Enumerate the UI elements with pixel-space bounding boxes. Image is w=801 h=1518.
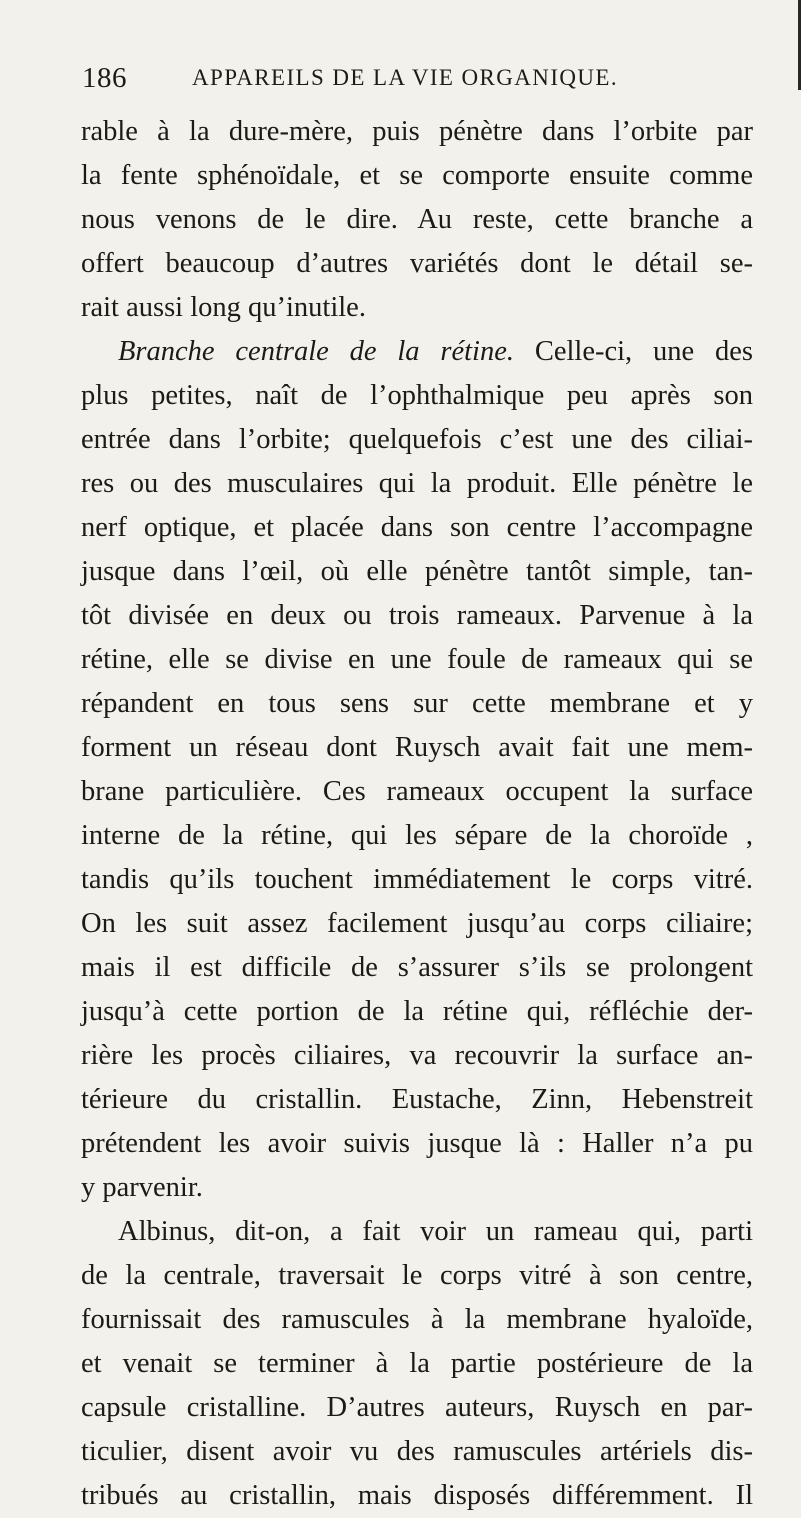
text-line-27: de la centrale, traversait le corps vitré à son centre, <box>81 1260 753 1291</box>
text-line-18: tandis qu’ils touchent immédiatement le corps vitré. <box>81 864 753 895</box>
text-line-25: y parvenir. <box>81 1172 203 1203</box>
text-line-22: rière les procès ciliaires, va recouvrir la surface an- <box>81 1040 753 1071</box>
text-line-14: répandent en tous sens sur cette membrane et y <box>81 688 753 719</box>
text-line-10: nerf optique, et placée dans son centre l’accompagne <box>81 512 753 543</box>
text-line-2: la fente sphénoïdale, et se comporte ensuite comme <box>81 160 753 191</box>
text-line-16: brane particulière. Ces rameaux occupent la surface <box>81 776 753 807</box>
text-line-7: plus petites, naît de l’ophthalmique peu après son <box>81 380 753 411</box>
text-line-17: interne de la rétine, qui les sépare de la choroïde , <box>81 820 753 851</box>
text-line-9: res ou des musculaires qui la produit. Elle pénètre le <box>81 468 753 499</box>
text-line-5: rait aussi long qu’inutile. <box>81 292 366 323</box>
text-line-31: ticulier, disent avoir vu des ramuscules artériels dis- <box>81 1436 753 1467</box>
text-line-19: On les suit assez facilement jusqu’au corps ciliaire; <box>81 908 753 939</box>
page-number: 186 <box>82 62 127 94</box>
text-line-4: offert beaucoup d’autres variétés dont le détail se- <box>81 248 753 279</box>
text-line-23: térieure du cristallin. Eustache, Zinn, Hebenstreit <box>81 1084 753 1115</box>
text-line-11: jusque dans l’œil, où elle pénètre tantôt simple, tan- <box>81 556 753 587</box>
text-line-6 <box>81 330 753 374</box>
text-line-24: prétendent les avoir suivis jusque là : Haller n’a pu <box>81 1128 753 1159</box>
text-line-6-tail: Celle-ci, une des <box>513 336 753 367</box>
text-line-28: fournissait des ramuscules à la membrane hyaloïde, <box>81 1304 753 1335</box>
text-line-29: et venait se terminer à la partie postérieure de la <box>81 1348 753 1379</box>
text-line-3: nous venons de le dire. Au reste, cette branche a <box>81 204 753 235</box>
page-header <box>82 62 751 96</box>
text-line-1: rable à la dure-mère, puis pénètre dans l’orbite par <box>81 116 753 147</box>
text-line-12: tôt divisée en deux ou trois rameaux. Parvenue à la <box>81 600 753 631</box>
section-heading: Branche centrale de la rétine. <box>118 336 514 367</box>
running-title: APPAREILS DE LA VIE ORGANIQUE. <box>192 65 618 90</box>
text-line-8: entrée dans l’orbite; quelquefois c’est une des ciliai- <box>81 424 753 455</box>
text-line-30: capsule cristalline. D’autres auteurs, Ruysch en par- <box>81 1392 753 1423</box>
text-line-32: tribués au cristallin, mais disposés différemment. Il <box>81 1480 753 1511</box>
body-text <box>81 110 753 1518</box>
text-line-26: Albinus, dit-on, a fait voir un rameau qui, parti <box>118 1216 753 1247</box>
text-line-15: forment un réseau dont Ruysch avait fait une mem- <box>81 732 753 763</box>
text-line-13: rétine, elle se divise en une foule de rameaux qui se <box>81 644 753 675</box>
text-line-21: jusqu’à cette portion de la rétine qui, réfléchie der- <box>81 996 753 1027</box>
text-line-20: mais il est difficile de s’assurer s’ils se prolongent <box>81 952 753 983</box>
